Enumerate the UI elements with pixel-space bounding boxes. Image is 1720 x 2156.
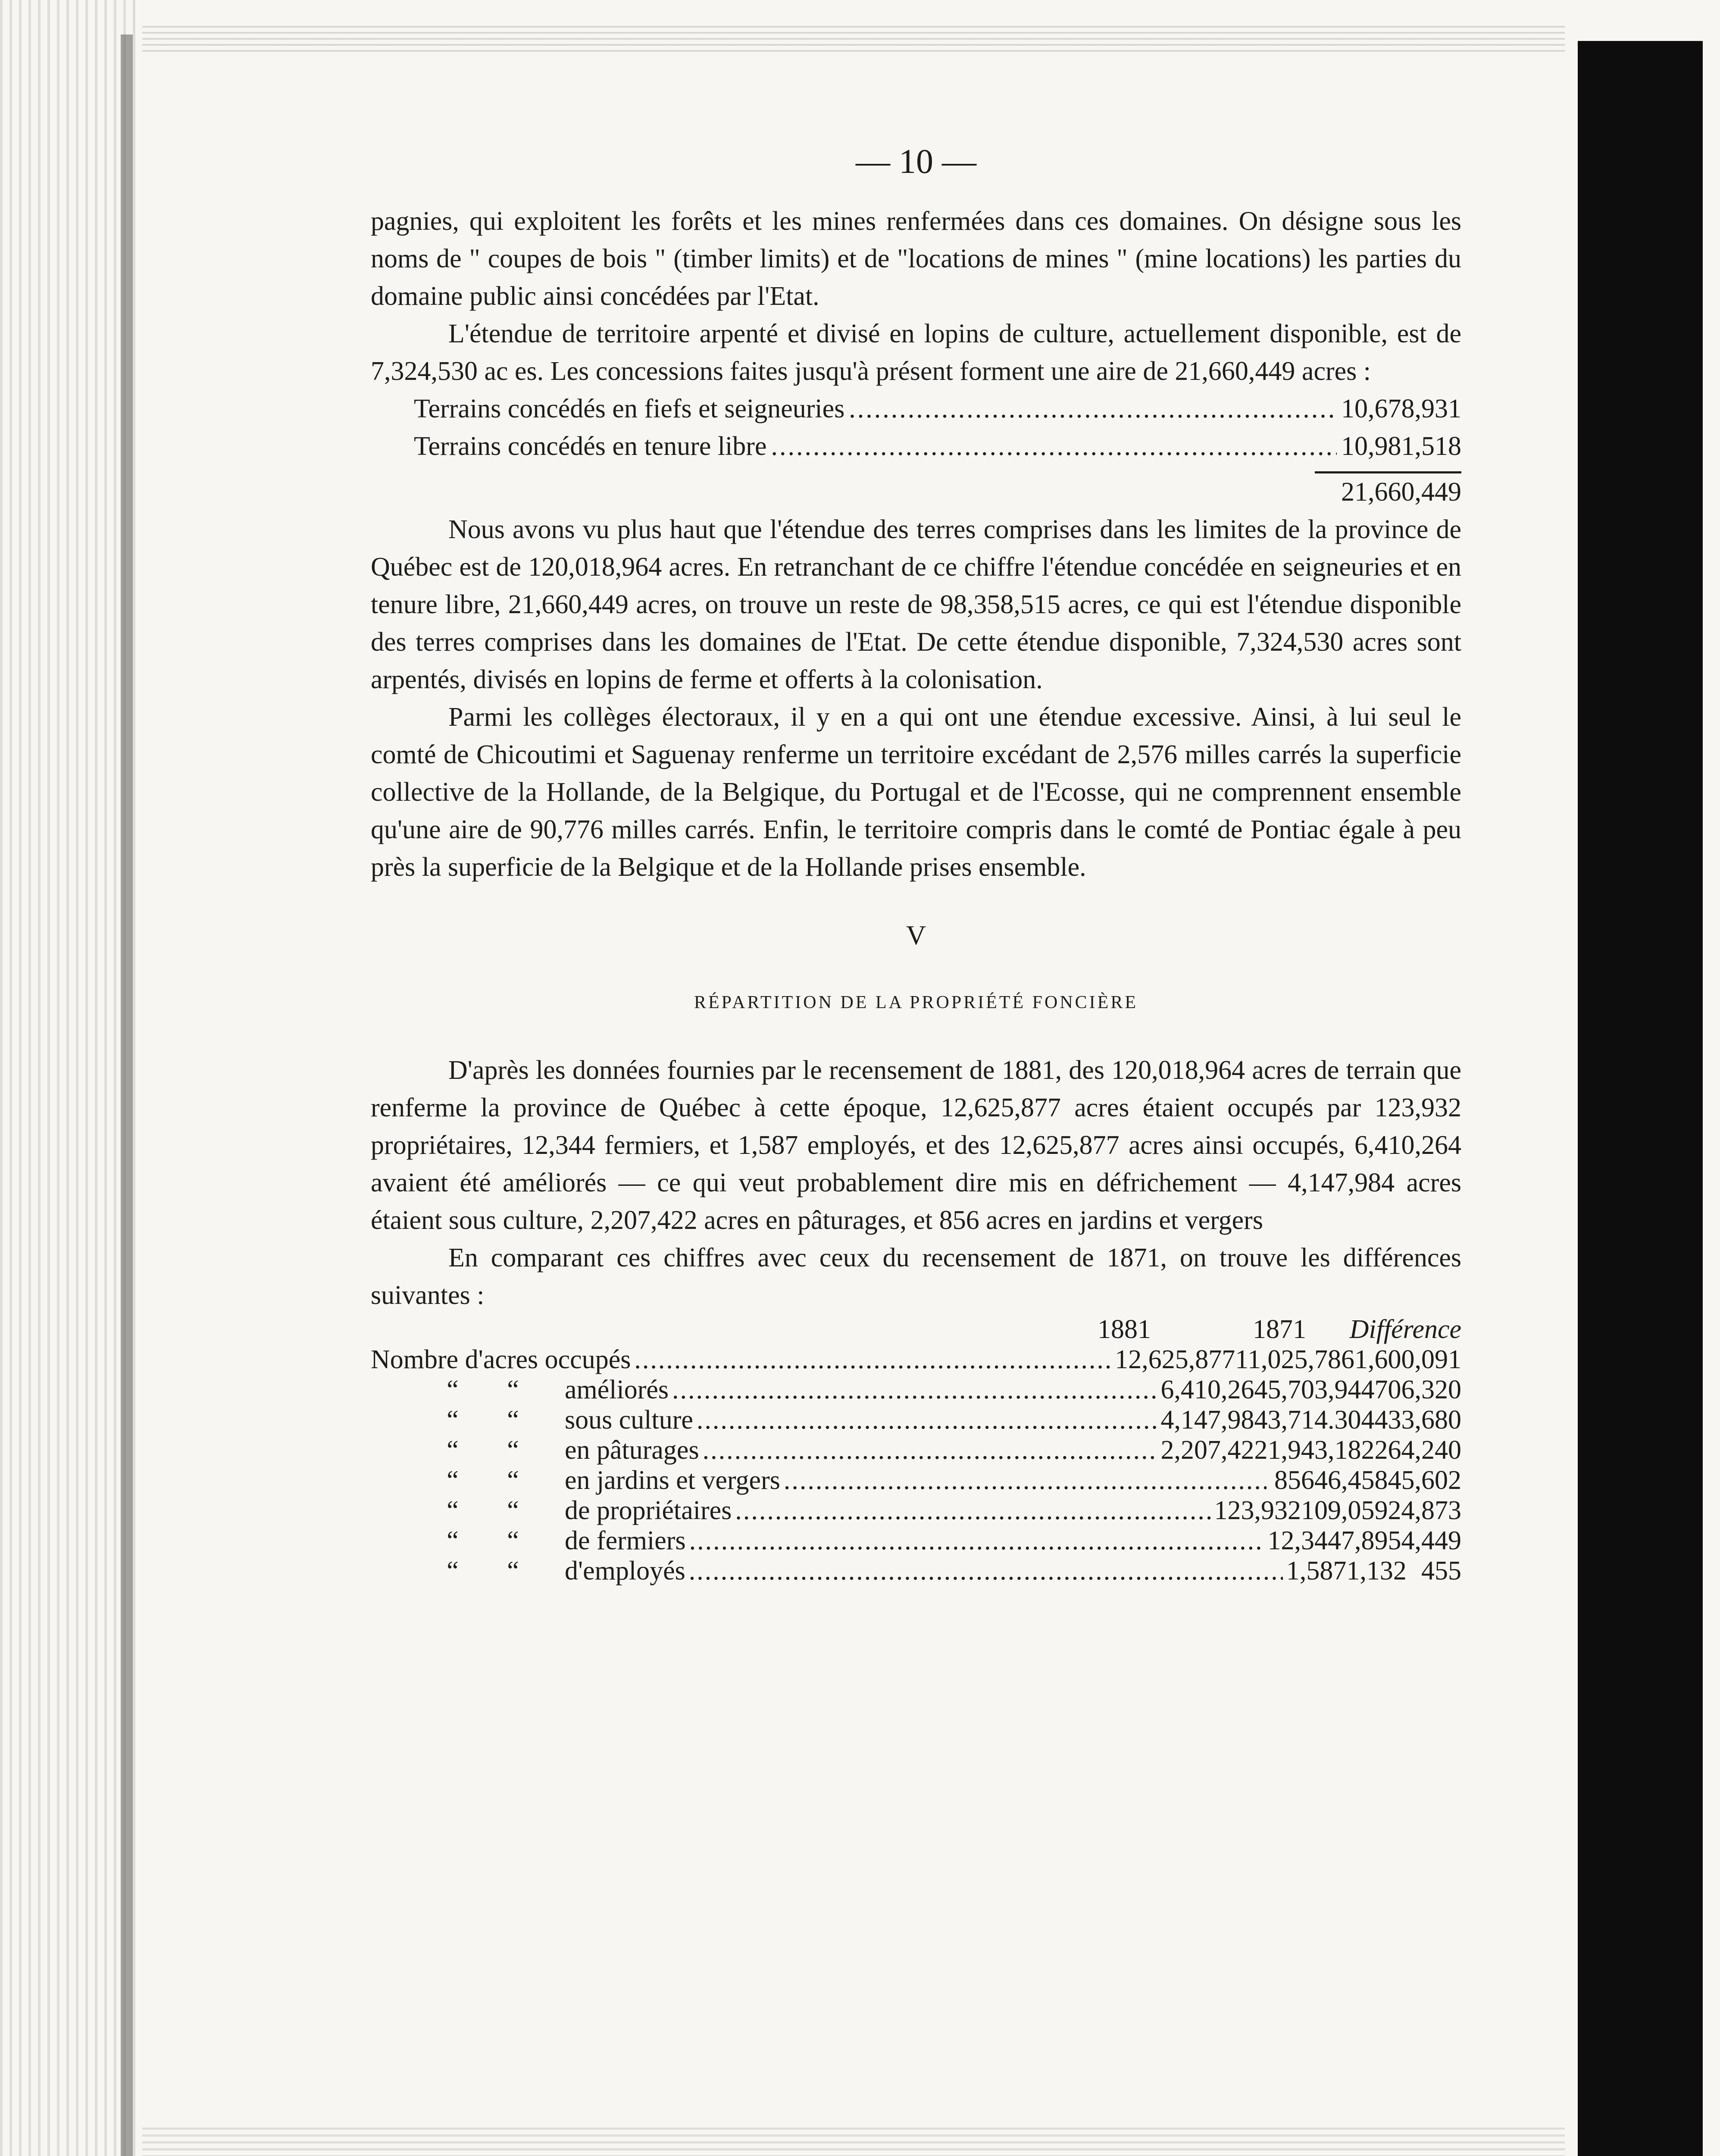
value-1871: 3,714.304 bbox=[1267, 1405, 1375, 1435]
leader-dots bbox=[634, 1344, 1111, 1375]
ditto-mark: “ bbox=[507, 1496, 519, 1525]
value-1871: 7,895 bbox=[1341, 1526, 1401, 1555]
leader-dots bbox=[849, 390, 1337, 428]
value-1871: 109,059 bbox=[1301, 1496, 1388, 1525]
land-row-label: Terrains concédés en fiefs et seigneuries bbox=[414, 394, 845, 423]
leader-dots bbox=[689, 1526, 1264, 1556]
value-1881: 4,147,984 bbox=[1160, 1405, 1268, 1435]
table-row bbox=[371, 1435, 1461, 1465]
land-row bbox=[414, 390, 1461, 428]
row-label-group bbox=[371, 1375, 669, 1405]
land-concession-table bbox=[414, 390, 1461, 511]
value-difference: 24,873 bbox=[1388, 1496, 1461, 1525]
land-row-label: Terrains concédés en tenure libre bbox=[414, 432, 767, 461]
scan-bottom-edge bbox=[142, 2126, 1565, 2156]
ditto-mark: “ bbox=[507, 1405, 519, 1435]
header-1871: 1871 bbox=[1253, 1315, 1306, 1344]
ditto-mark: “ bbox=[447, 1556, 459, 1586]
value-1881: 856 bbox=[1274, 1466, 1314, 1495]
value-1871: 1,943,182 bbox=[1267, 1435, 1375, 1465]
scan-right-black-border bbox=[1578, 41, 1703, 2156]
value-difference: 4,449 bbox=[1401, 1526, 1461, 1555]
land-total: 21,660,449 bbox=[1341, 477, 1461, 507]
value-difference: 45,602 bbox=[1388, 1466, 1461, 1495]
land-row bbox=[414, 428, 1461, 465]
row-label: d'employés bbox=[565, 1556, 685, 1586]
row-label-group bbox=[371, 1495, 732, 1526]
value-1871: 1,132 bbox=[1346, 1556, 1407, 1586]
row-label-group bbox=[371, 1526, 686, 1556]
ditto-mark: “ bbox=[447, 1375, 459, 1404]
leader-dots bbox=[735, 1495, 1210, 1526]
row-label-group bbox=[371, 1405, 693, 1435]
leader-dots bbox=[703, 1435, 1157, 1465]
ditto-mark: “ bbox=[447, 1435, 459, 1465]
value-1881: 123,932 bbox=[1214, 1496, 1301, 1525]
land-row-value: 10,981,518 bbox=[1341, 432, 1461, 461]
row-label: Nombre d'acres occupés bbox=[371, 1345, 631, 1374]
table-row bbox=[371, 1375, 1461, 1405]
paragraph-4: Parmi les collèges électoraux, il y en a qui ont une étendue excessive. Ainsi, à lui seul le comté de Chicoutimi et Saguenay renferme un territoire excédant de 2,576 milles carrés la superficie collective de la Hollande, de la Belgique, du Portugal et de l'Ecosse, qui ne comprennent ensemble qu'une aire de 90,776 milles carrés. Enfin, le territoire compris dans le comté de Pontiac égale à peu près la superficie de la Belgique et de la Hollande prises ensemble. bbox=[371, 702, 1461, 882]
row-label: en jardins et vergers bbox=[565, 1466, 780, 1495]
section-title: RÉPARTITION DE LA PROPRIÉTÉ FONCIÈRE bbox=[694, 993, 1138, 1012]
paragraph-1: pagnies, qui exploitent les forêts et les mines renfermées dans ces domaines. On désigne sous les noms de " coupes de bois " (timber limits) et de "locations de mines " (mine locations) les parties du domaine public ainsi concédées par l'Etat. bbox=[371, 207, 1461, 311]
section-number: V bbox=[906, 920, 926, 950]
ditto-mark: “ bbox=[447, 1526, 459, 1555]
value-1871: 46,458 bbox=[1314, 1466, 1388, 1495]
header-1881: 1881 bbox=[1098, 1315, 1151, 1344]
value-1871: 11,025,786 bbox=[1235, 1345, 1354, 1374]
table-row bbox=[371, 1556, 1461, 1586]
ditto-mark: “ bbox=[507, 1556, 519, 1586]
row-label: en pâturages bbox=[565, 1435, 699, 1465]
ditto-mark: “ bbox=[447, 1466, 459, 1495]
page-number: — 10 — bbox=[856, 143, 976, 181]
leader-dots bbox=[771, 428, 1337, 465]
value-1881: 12,344 bbox=[1267, 1526, 1341, 1555]
value-difference: 264,240 bbox=[1374, 1435, 1461, 1465]
row-label: de propriétaires bbox=[565, 1496, 732, 1525]
leader-dots bbox=[672, 1375, 1157, 1405]
scan-binding-shadow bbox=[121, 34, 133, 2156]
row-label-group bbox=[371, 1465, 780, 1495]
land-row-value: 10,678,931 bbox=[1341, 394, 1461, 423]
value-difference: 1,600,091 bbox=[1354, 1345, 1461, 1374]
header-difference: Différence bbox=[1349, 1315, 1461, 1344]
table-row bbox=[371, 1405, 1461, 1435]
value-1881: 6,410,264 bbox=[1160, 1375, 1268, 1404]
ditto-mark: “ bbox=[507, 1375, 519, 1404]
value-difference: 433,680 bbox=[1374, 1405, 1461, 1435]
row-label-group bbox=[371, 1435, 699, 1465]
value-1881: 12,625,877 bbox=[1115, 1345, 1235, 1374]
paragraph-6: En comparant ces chiffres avec ceux du recensement de 1871, on trouve les différences suivantes : bbox=[371, 1243, 1461, 1310]
row-label-group bbox=[371, 1556, 685, 1586]
value-1871: 5,703,944 bbox=[1267, 1375, 1375, 1404]
paragraph-3: Nous avons vu plus haut que l'étendue des terres comprises dans les limites de la province de Québec est de 120,018,964 acres. En retranchant de ce chiffre l'étendue concédée en seigneuries et en tenure libre, 21,660,449 acres, on trouve un reste de 98,358,515 acres, ce qui est l'étendue disponible des terres comprises dans les domaines de l'Etat. De cette étendue disponible, 7,324,530 acres sont arpentés, divisés en lopins de ferme et offerts à la colonisation. bbox=[371, 515, 1461, 694]
census-comparison-table bbox=[371, 1314, 1461, 1586]
leader-dots bbox=[784, 1465, 1267, 1495]
paragraph-2: L'étendue de territoire arpenté et divisé en lopins de culture, actuellement disponible, est de 7,324,530 ac es. Les concessions faites jusqu'à présent forment une aire de 21,660,449 acres : bbox=[371, 319, 1461, 386]
ditto-mark: “ bbox=[507, 1526, 519, 1555]
body-text bbox=[371, 203, 1461, 1586]
scan-top-edge bbox=[142, 26, 1565, 52]
table-row bbox=[371, 1465, 1461, 1495]
table-header bbox=[371, 1314, 1461, 1344]
leader-dots bbox=[689, 1556, 1283, 1586]
table-row bbox=[371, 1526, 1461, 1556]
value-difference: 706,320 bbox=[1374, 1375, 1461, 1404]
value-1881: 2,207,422 bbox=[1160, 1435, 1268, 1465]
value-1881: 1,587 bbox=[1286, 1556, 1347, 1586]
ditto-mark: “ bbox=[507, 1466, 519, 1495]
ditto-mark: “ bbox=[507, 1435, 519, 1465]
table-row bbox=[371, 1344, 1461, 1375]
value-difference: 455 bbox=[1421, 1556, 1461, 1586]
ditto-mark: “ bbox=[447, 1496, 459, 1525]
ditto-mark: “ bbox=[447, 1405, 459, 1435]
table-row bbox=[371, 1495, 1461, 1526]
row-label: améliorés bbox=[565, 1375, 669, 1404]
leader-dots bbox=[697, 1405, 1157, 1435]
row-label: de fermiers bbox=[565, 1526, 686, 1555]
row-label: sous culture bbox=[565, 1405, 693, 1435]
paragraph-5: D'après les données fournies par le recensement de 1881, des 120,018,964 acres de terrain que renferme la province de Québec à cette époque, 12,625,877 acres étaient occupés par 123,932 propriétaires, 12,344 fermiers, et 1,587 employés, et des 12,625,877 acres ainsi occupés, 6,410,264 avaient été améliorés — ce qui veut probablement dire mis en défrichement — 4,147,984 acres étaient sous culture, 2,207,422 acres en pâturages, et 856 acres en jardins et vergers bbox=[371, 1056, 1461, 1235]
